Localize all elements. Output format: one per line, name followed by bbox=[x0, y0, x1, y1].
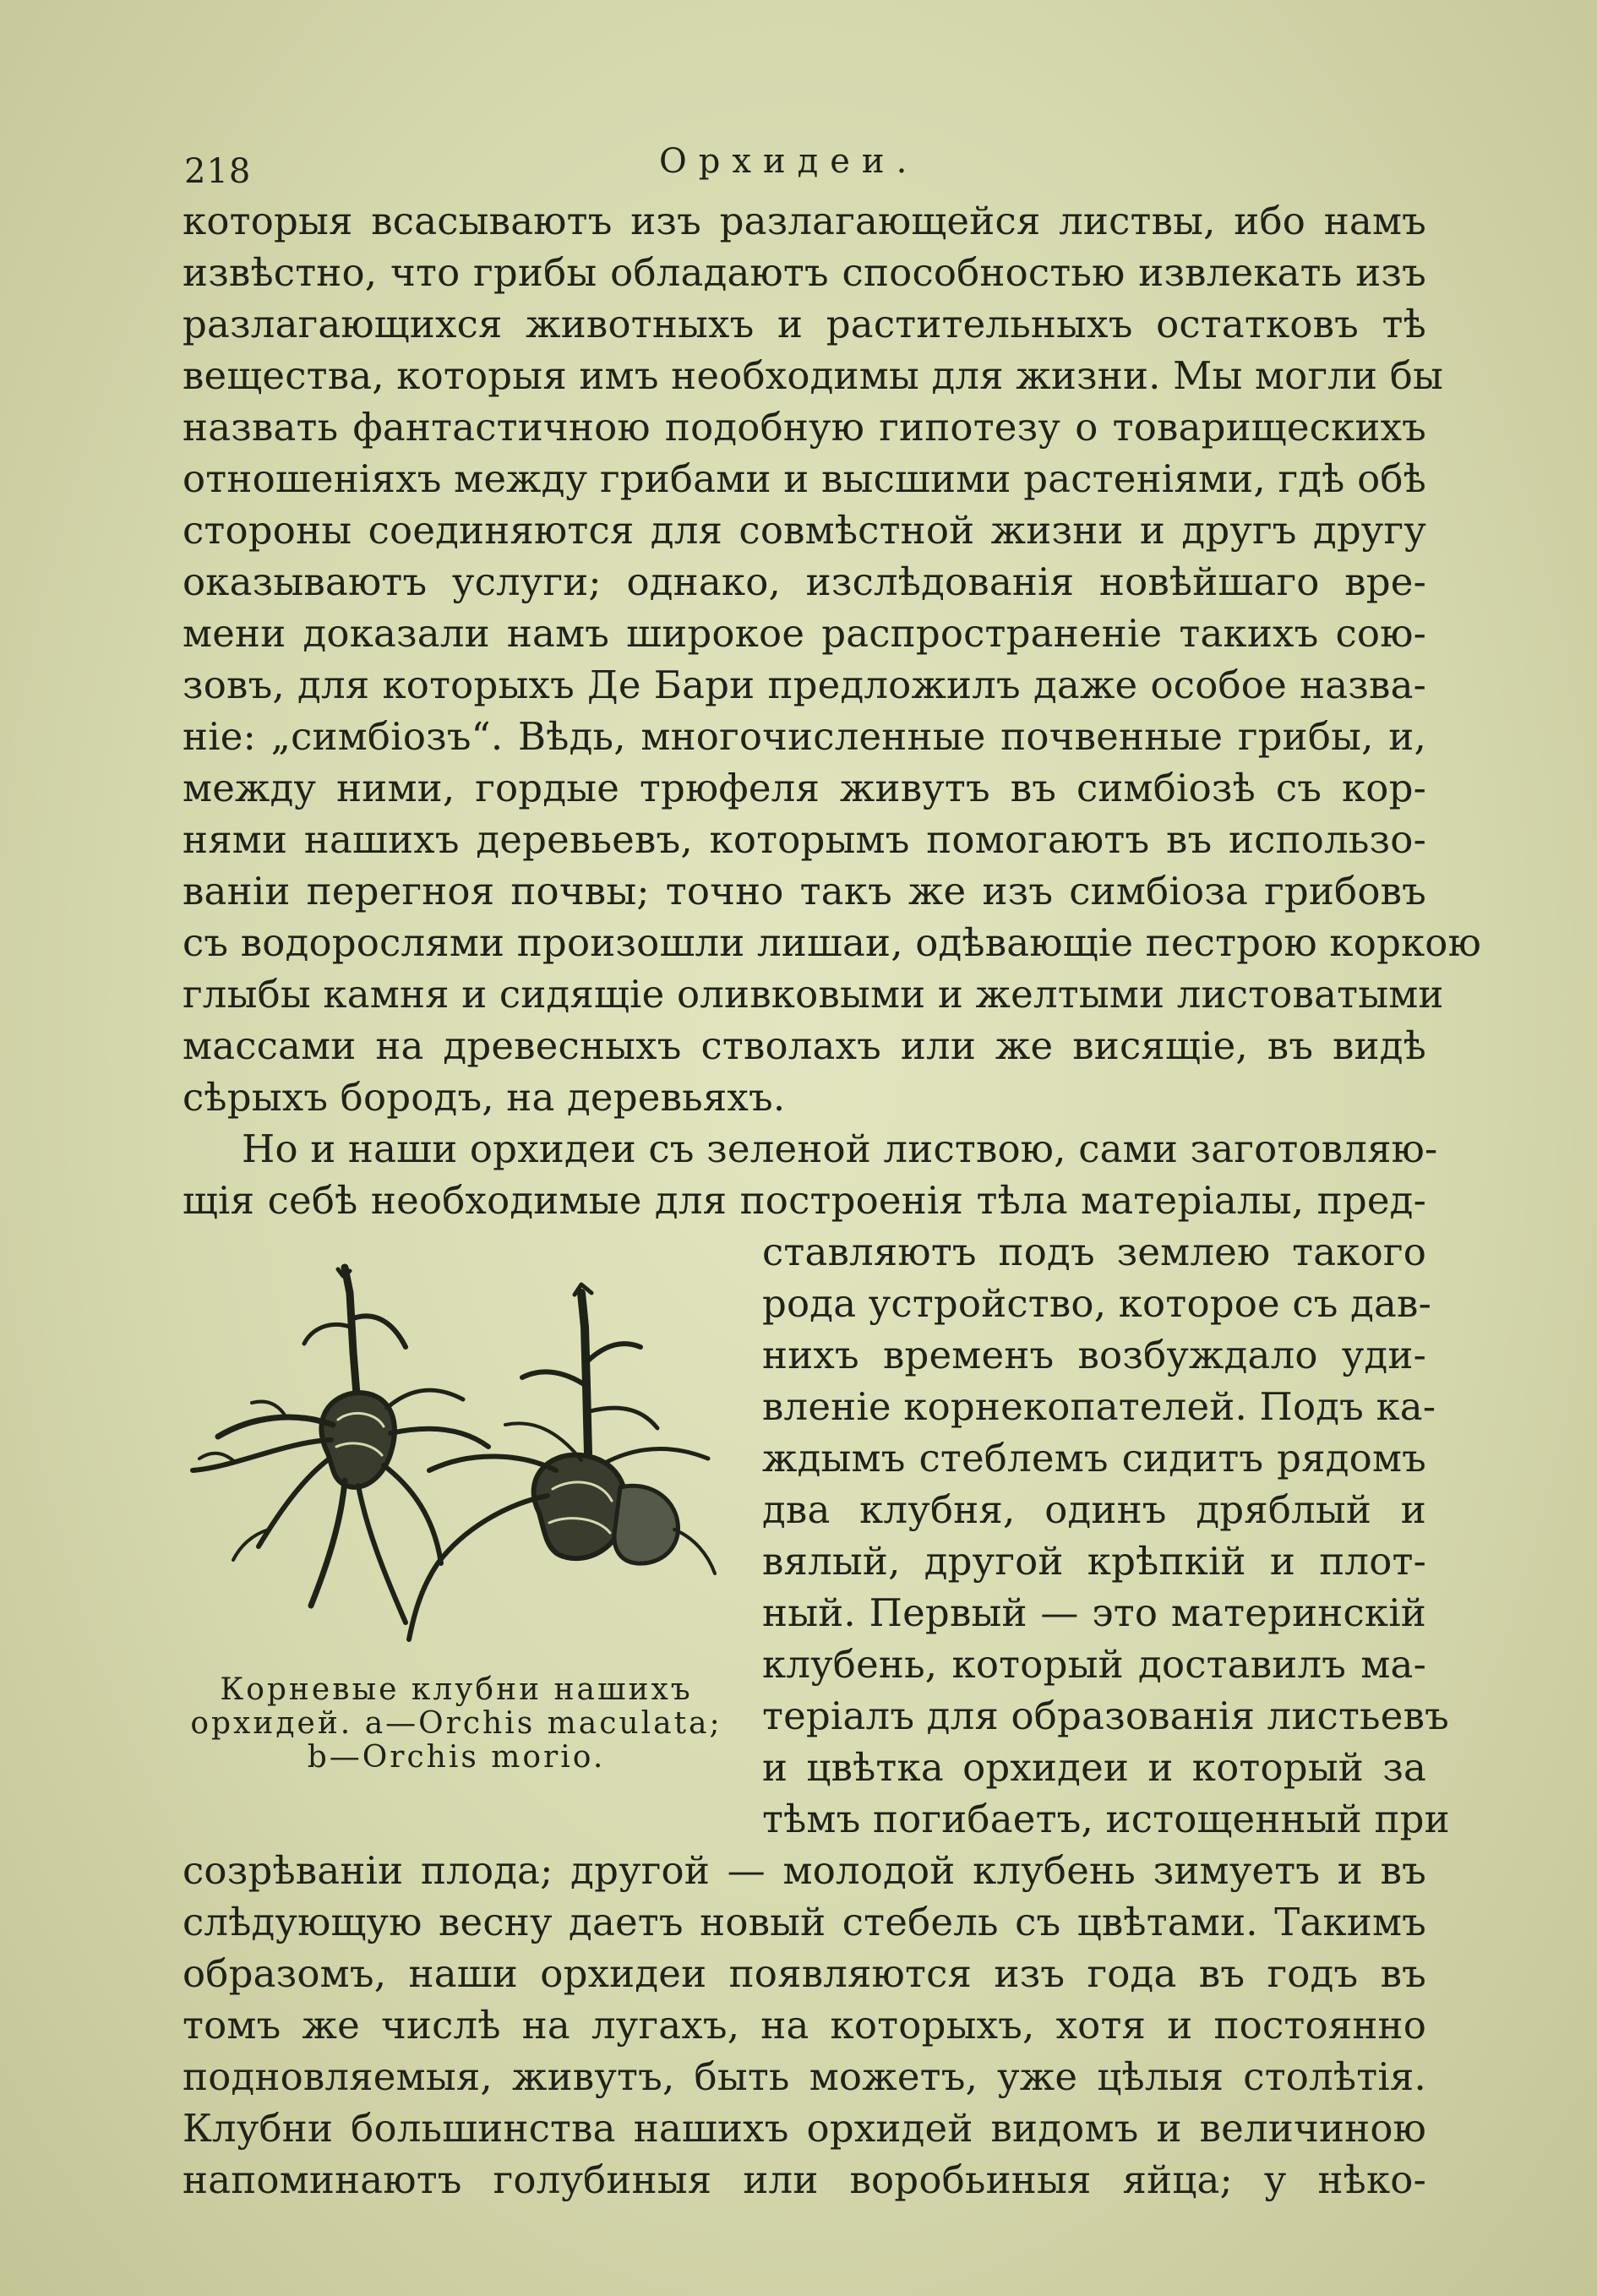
text-line: съ водорослями произошли лишаи, одѣвающіе пестрою коркою bbox=[183, 920, 1481, 965]
text-line: томъ же числѣ на лугахъ, на которыхъ, хотя и постоянно bbox=[183, 2003, 1426, 2048]
text-line: два клубня, одинъ дряблый и bbox=[762, 1487, 1426, 1532]
caption-line: b—Orchis morio. bbox=[307, 1740, 606, 1775]
text-line: назвать фантастичною подобную гипотезу о товарищескихъ bbox=[183, 405, 1426, 450]
text-line: нихъ временъ возбуждало уди- bbox=[762, 1333, 1426, 1377]
caption-line: Корневые клубни нашихъ bbox=[220, 1672, 693, 1707]
text-line: Клубни большинства нашихъ орхидей видомъ и величиною bbox=[183, 2106, 1426, 2151]
text-line: которыя всасываютъ изъ разлагающейся листвы, ибо намъ bbox=[183, 199, 1426, 243]
text-line: глыбы камня и сидящіе оливковыми и желтыми листоватыми bbox=[183, 972, 1444, 1017]
engraving-drawing bbox=[184, 1259, 725, 1665]
text-line: ваніи перегноя почвы; точно такъ же изъ симбіоза грибовъ bbox=[183, 869, 1426, 913]
text-line: напоминаютъ голубиныя или воробьиныя яйца; у нѣко- bbox=[183, 2157, 1426, 2202]
text-line: оказываютъ услуги; однако, изслѣдованія новѣйшаго вре- bbox=[183, 559, 1426, 604]
text-line: и цвѣтка орхидеи и который за bbox=[762, 1745, 1426, 1790]
text-line: рода устройство, которое съ дав- bbox=[762, 1281, 1431, 1326]
text-line: теріалъ для образованія листьевъ bbox=[762, 1693, 1449, 1738]
text-line: вещества, которыя имъ необходимы для жизни. Мы могли бы bbox=[183, 353, 1444, 398]
text-line: клубень, который доставилъ ма- bbox=[762, 1642, 1426, 1687]
text-line: между ними, гордые трюфеля живутъ въ симбіозѣ съ кор- bbox=[183, 766, 1426, 810]
text-line: вялый, другой крѣпкій и плот- bbox=[762, 1539, 1426, 1584]
text-line: созрѣваніи плода; другой — молодой клубень зимуетъ и въ bbox=[183, 1848, 1426, 1893]
text-line: отношеніяхъ между грибами и высшими растеніями, гдѣ обѣ bbox=[183, 456, 1426, 501]
orchid-tubers-illustration bbox=[184, 1259, 725, 1665]
text-line: зовъ, для которыхъ Де Бари предложилъ даже особое назва- bbox=[183, 663, 1426, 707]
text-line: слѣдующую весну даетъ новый стебель съ цвѣтами. Такимъ bbox=[183, 1900, 1426, 1944]
text-line: тѣмъ погибаетъ, истощенный при bbox=[762, 1797, 1450, 1841]
text-line: массами на древесныхъ стволахъ или же висящіе, въ видѣ bbox=[183, 1023, 1426, 1068]
page-number: 218 bbox=[184, 152, 252, 191]
text-line: извѣстно, что грибы обладаютъ способностью извлекать изъ bbox=[183, 250, 1426, 295]
text-line: мени доказали намъ широкое распространеніе такихъ сою- bbox=[183, 611, 1426, 656]
text-line: Но и наши орхидеи съ зеленой листвою, сами заготовляю- bbox=[242, 1126, 1438, 1171]
figure-caption bbox=[177, 1673, 735, 1775]
text-line: щія себѣ необходимые для построенія тѣла матеріалы, пред- bbox=[183, 1178, 1426, 1223]
text-line: ный. Первый — это материнскій bbox=[762, 1590, 1426, 1635]
text-line: ніе: „симбіозъ“. Вѣдь, многочисленные почвенные грибы, и, bbox=[183, 714, 1426, 759]
caption-line: орхидей. a—Orchis maculata; bbox=[190, 1706, 722, 1741]
text-line: стороны соединяются для совмѣстной жизни и другъ другу bbox=[183, 508, 1426, 553]
text-line: ждымъ стеблемъ сидитъ рядомъ bbox=[762, 1436, 1426, 1481]
text-line: ставляютъ подъ землею такого bbox=[762, 1230, 1426, 1274]
text-line: подновляемыя, живутъ, быть можетъ, уже цѣлыя столѣтія. bbox=[183, 2054, 1426, 2099]
text-line: разлагающихся животныхъ и растительныхъ остатковъ тѣ bbox=[183, 302, 1426, 346]
text-line: нями нашихъ деревьевъ, которымъ помогаютъ въ использо- bbox=[183, 817, 1426, 862]
running-head: Орхидеи. bbox=[659, 142, 919, 181]
text-line: сѣрыхъ бородъ, на деревьяхъ. bbox=[183, 1075, 786, 1120]
text-line: вленіе корнекопателей. Подъ ка- bbox=[762, 1384, 1436, 1429]
text-line: образомъ, наши орхидеи появляются изъ года въ годъ въ bbox=[183, 1951, 1426, 1996]
